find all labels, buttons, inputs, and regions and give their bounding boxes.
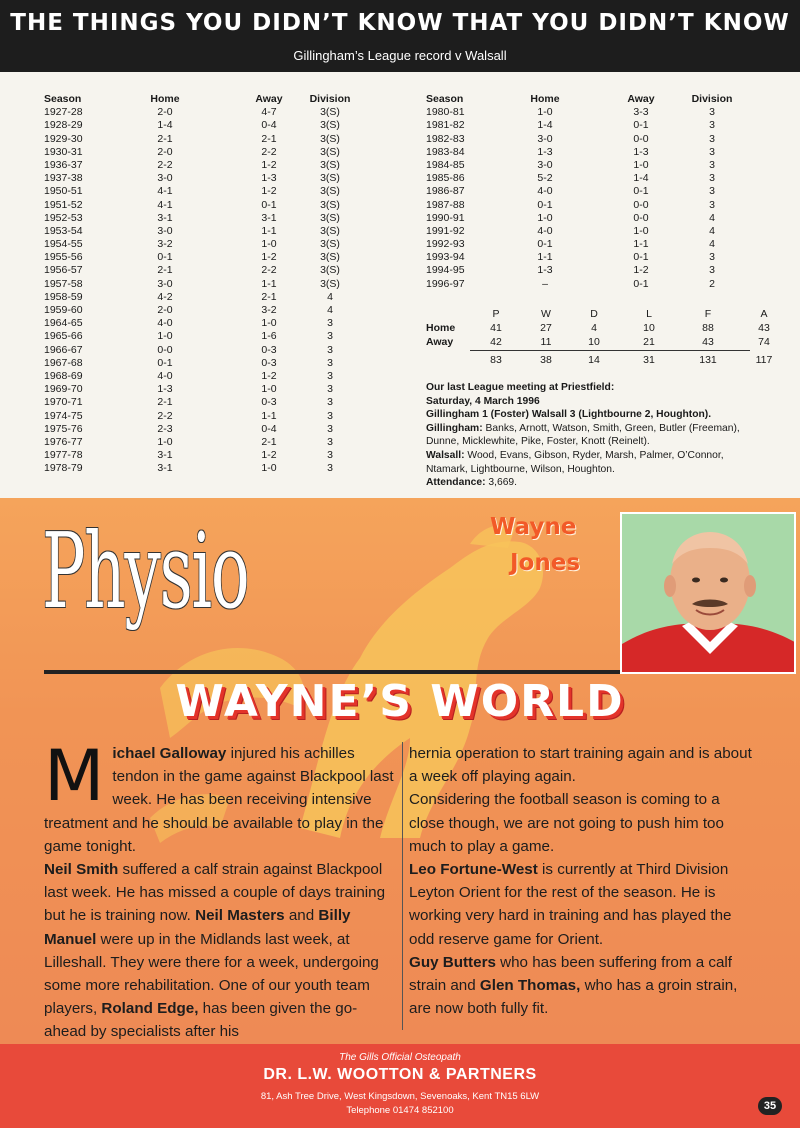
- cell-division: 3: [709, 264, 715, 277]
- cell-away: 2-2: [261, 264, 277, 277]
- cell-season: 1937-38: [44, 172, 83, 185]
- cell-season: 1985-86: [426, 172, 465, 185]
- summary-row: [426, 336, 770, 350]
- summary-header: F: [704, 308, 712, 320]
- summary-cell: 10: [588, 336, 600, 348]
- table-row: [44, 119, 384, 132]
- cell-away: 0-0: [633, 132, 649, 145]
- table-row: [426, 133, 766, 146]
- cell-away: 0-1: [633, 119, 649, 132]
- table-row: [44, 278, 384, 291]
- table-row: [44, 238, 384, 251]
- cell-division: 3: [709, 158, 715, 171]
- cell-away: 0-4: [261, 422, 277, 435]
- cell-division: 3(S): [320, 224, 340, 237]
- table-row: [426, 119, 766, 132]
- cell-home: 2-2: [157, 409, 173, 422]
- cell-division: 3: [327, 449, 333, 462]
- table-row: [44, 159, 384, 172]
- column-header-division: Division: [309, 93, 351, 105]
- cell-division: 3(S): [320, 238, 340, 251]
- cell-home: –: [542, 277, 548, 290]
- cell-division: 3(S): [320, 145, 340, 158]
- cell-away: 3-1: [261, 211, 277, 224]
- cell-division: 4: [709, 224, 715, 237]
- summary-cell: 10: [643, 322, 655, 334]
- table-row: [426, 278, 766, 291]
- table-row: [426, 199, 766, 212]
- record-summary-table: [426, 308, 773, 368]
- cell-home: 4-0: [537, 224, 553, 237]
- cell-season: 1966-67: [44, 343, 83, 356]
- cell-division: 3: [327, 369, 333, 382]
- walsall-lineup: Walsall: Wood, Evans, Gibson, Ryder, Marsh, Palmer, O’Connor, Ntamark, Lightbourne, Wilson, Houghton.: [426, 449, 724, 475]
- cell-home: 3-1: [157, 462, 173, 475]
- table-row: [426, 238, 766, 251]
- cell-division: 4: [327, 290, 333, 303]
- table-row: [44, 330, 384, 343]
- cell-season: 1959-60: [44, 304, 83, 316]
- attendance: Attendance: 3,669.: [426, 477, 518, 489]
- meeting-date: Saturday, 4 March 1996: [426, 395, 540, 407]
- cell-season: 1990-91: [426, 211, 465, 224]
- cell-season: 1992-93: [426, 238, 465, 251]
- summary-cell: 38: [540, 354, 552, 366]
- summary-cell: 74: [758, 336, 770, 348]
- sponsor-tagline: The Gills Official Osteopath: [339, 1052, 461, 1063]
- cell-division: 3: [709, 132, 715, 145]
- table-row: [44, 436, 384, 449]
- cell-home: 4-2: [157, 290, 173, 303]
- page-number: 35: [758, 1097, 782, 1115]
- table-row: [44, 172, 384, 185]
- cell-division: 3(S): [320, 158, 340, 171]
- cell-division: 3(S): [320, 185, 340, 198]
- table-row: [426, 212, 766, 225]
- cell-division: 3(S): [320, 264, 340, 277]
- summary-cell: 11: [540, 336, 552, 348]
- cell-division: 3(S): [320, 251, 340, 264]
- cell-away: 0-1: [633, 277, 649, 290]
- cell-home: 1-3: [157, 383, 173, 396]
- cell-division: 3(S): [320, 106, 340, 119]
- cell-division: 3: [327, 317, 333, 330]
- table-row: [44, 133, 384, 146]
- cell-home: 1-0: [157, 435, 173, 448]
- summary-header-row: [426, 308, 768, 322]
- cell-division: 3: [327, 330, 333, 343]
- cell-away: 0-4: [261, 119, 277, 132]
- cell-home: 3-1: [157, 449, 173, 462]
- cell-division: 3: [709, 185, 715, 198]
- cell-away: 1-6: [261, 330, 277, 343]
- cell-season: 1958-59: [44, 290, 83, 303]
- cell-home: 1-1: [537, 251, 553, 264]
- column-header-home: Home: [530, 93, 560, 105]
- table-row: [44, 344, 384, 357]
- cell-away: 1-0: [261, 317, 277, 330]
- cell-home: 1-0: [537, 211, 553, 224]
- cell-away: 1-0: [633, 158, 649, 171]
- cell-home: 2-0: [157, 106, 173, 119]
- gillingham-lineup: Gillingham: Banks, Arnott, Watson, Smith, Green, Butler (Freeman), Dunne, Micklewhite, Pike, Foster, Knott (Reinelt).: [426, 422, 740, 448]
- section-title-physio: Physio: [42, 510, 249, 632]
- article-column-left: Michael Galloway injured his achilles tendon in the game against Blackpool last week. He has been receiving intensive treatment and he should be available to play in the game tonight. Neil Smith suffered a calf strain against Blackpool last week. He has missed a couple of days training but he is training now. Neil Masters and Billy Manuel were up in the Midlands last week, at Lilleshall. They were there for a week, undergoing some more rehabilitation. One of our youth team players, Roland Edge, has been given the go-ahead by specialists after his: [44, 735, 394, 1041]
- summary-header: A: [760, 308, 768, 320]
- table-row: [44, 317, 384, 330]
- table-row: [44, 462, 384, 475]
- cell-home: 3-2: [157, 238, 173, 251]
- cell-away: 2-1: [261, 132, 277, 145]
- cell-season: 1991-92: [426, 224, 465, 237]
- cell-home: 3-0: [157, 277, 173, 290]
- cell-home: 0-1: [537, 198, 553, 211]
- cell-home: 1-0: [157, 330, 173, 343]
- cell-season: 1974-75: [44, 409, 83, 422]
- cell-away: 1-2: [261, 158, 277, 171]
- summary-total-rule: [470, 350, 750, 351]
- cell-home: 4-1: [157, 198, 173, 211]
- cell-season: 1930-31: [44, 145, 83, 158]
- table-row: [44, 251, 384, 264]
- column-header-season: Season: [426, 93, 464, 105]
- cell-home: 2-0: [157, 304, 173, 316]
- cell-division: 3(S): [320, 198, 340, 211]
- summary-row: [426, 354, 773, 368]
- cell-home: 4-0: [537, 185, 553, 198]
- table-header-row: [44, 93, 384, 106]
- summary-cell: 88: [702, 322, 714, 334]
- table-row: [44, 370, 384, 383]
- cell-home: 3-0: [537, 132, 553, 145]
- summary-cell: 14: [588, 354, 600, 366]
- cell-away: 1-4: [633, 172, 649, 185]
- table-row: [44, 199, 384, 212]
- table-row: [426, 251, 766, 264]
- cell-away: 1-1: [261, 409, 277, 422]
- cell-season: 1936-37: [44, 158, 83, 171]
- table-row: [44, 146, 384, 159]
- last-meeting-info: [426, 381, 756, 490]
- summary-header: P: [492, 308, 500, 320]
- article-headline: WAYNE’S WORLD: [175, 676, 625, 727]
- cell-division: 4: [709, 211, 715, 224]
- cell-away: 0-0: [633, 211, 649, 224]
- cell-season: 1964-65: [44, 317, 83, 330]
- cell-home: 2-1: [157, 264, 173, 277]
- cell-away: 3-2: [261, 304, 277, 316]
- summary-row-label: Away: [426, 336, 454, 348]
- summary-cell: 43: [758, 322, 770, 334]
- cell-away: 1-2: [261, 369, 277, 382]
- cell-away: 0-3: [261, 396, 277, 409]
- cell-division: 3: [709, 251, 715, 264]
- meeting-heading: Our last League meeting at Priestfield:: [426, 382, 615, 393]
- cell-division: 2: [709, 277, 715, 290]
- cell-home: 0-0: [157, 343, 173, 356]
- cell-division: 3(S): [320, 277, 340, 290]
- cell-season: 1955-56: [44, 251, 83, 264]
- cell-division: 3: [327, 422, 333, 435]
- summary-header: L: [646, 308, 652, 320]
- cell-away: 1-1: [261, 277, 277, 290]
- summary-header: W: [541, 308, 551, 320]
- cell-division: 3: [327, 383, 333, 396]
- cell-division: 3: [709, 145, 715, 158]
- sponsor-footer: [0, 1044, 800, 1128]
- cell-away: 0-0: [633, 198, 649, 211]
- table-row: [426, 106, 766, 119]
- cell-home: 2-0: [157, 145, 173, 158]
- physio-portrait: [620, 512, 796, 674]
- cell-division: 3: [709, 106, 715, 119]
- cell-away: 1-1: [633, 238, 649, 251]
- cell-away: 0-3: [261, 356, 277, 369]
- cell-home: 0-1: [537, 238, 553, 251]
- cell-season: 1984-85: [426, 158, 465, 171]
- table-row: [44, 357, 384, 370]
- cell-away: 0-1: [633, 185, 649, 198]
- cell-home: 0-1: [157, 356, 173, 369]
- cell-division: 3: [327, 435, 333, 448]
- cell-away: 3-3: [633, 106, 649, 119]
- cell-home: 1-4: [537, 119, 553, 132]
- column-header-season: Season: [44, 93, 82, 105]
- cell-away: 0-3: [261, 343, 277, 356]
- summary-cell: 21: [643, 336, 655, 348]
- cell-home: 4-0: [157, 317, 173, 330]
- table-row: [44, 423, 384, 436]
- cell-division: 3: [327, 462, 333, 475]
- cell-season: 1954-55: [44, 238, 83, 251]
- cell-division: 3: [327, 343, 333, 356]
- cell-season: 1968-69: [44, 369, 83, 382]
- cell-season: 1970-71: [44, 396, 83, 409]
- cell-home: 1-3: [537, 264, 553, 277]
- cell-away: 1-0: [261, 238, 277, 251]
- cell-home: 1-3: [537, 145, 553, 158]
- table-row: [44, 225, 384, 238]
- cell-away: 2-1: [261, 435, 277, 448]
- cell-season: 1951-52: [44, 198, 83, 211]
- cell-season: 1987-88: [426, 198, 465, 211]
- cell-home: 2-1: [157, 396, 173, 409]
- cell-away: 1-2: [261, 251, 277, 264]
- cell-season: 1993-94: [426, 251, 465, 264]
- summary-row: [426, 322, 770, 336]
- cell-season: 1952-53: [44, 211, 83, 224]
- cell-away: 1-1: [261, 224, 277, 237]
- cell-division: 3: [709, 172, 715, 185]
- cell-division: 4: [709, 238, 715, 251]
- cell-season: 1950-51: [44, 185, 83, 198]
- cell-season: 1983-84: [426, 145, 465, 158]
- cell-away: 1-0: [261, 462, 277, 475]
- summary-cell: 31: [643, 354, 655, 366]
- table-row: [426, 172, 766, 185]
- cell-season: 1994-95: [426, 264, 465, 277]
- cell-division: 4: [327, 304, 333, 316]
- page-title: THE THINGS YOU DIDN’T KNOW THAT YOU DIDN’T KNOW: [10, 10, 790, 36]
- cell-home: 2-3: [157, 422, 173, 435]
- cell-away: 1-3: [633, 145, 649, 158]
- cell-home: 2-1: [157, 132, 173, 145]
- page-header: [0, 0, 800, 72]
- cell-away: 1-2: [261, 185, 277, 198]
- physio-first-name: Wayne: [490, 514, 577, 540]
- meeting-result: Gillingham 1 (Foster) Walsall 3 (Lightbourne 2, Houghton).: [426, 409, 712, 421]
- table-row: [44, 106, 384, 119]
- column-header-away: Away: [627, 93, 655, 105]
- table-row: [44, 264, 384, 277]
- sponsor-telephone: Telephone 01474 852100: [346, 1105, 454, 1116]
- summary-cell: 131: [699, 354, 717, 366]
- sponsor-address: 81, Ash Tree Drive, West Kingsdown, Sevenoaks, Kent TN15 6LW: [260, 1091, 540, 1102]
- table-row: [426, 146, 766, 159]
- column-header-home: Home: [150, 93, 180, 105]
- cell-away: 1-2: [261, 449, 277, 462]
- table-row: [44, 410, 384, 423]
- table-row: [426, 185, 766, 198]
- summary-cell: 83: [490, 354, 502, 366]
- cell-home: 3-0: [157, 224, 173, 237]
- column-header-away: Away: [255, 93, 283, 105]
- summary-cell: 43: [702, 336, 714, 348]
- cell-away: 2-1: [261, 290, 277, 303]
- summary-row-label: Home: [426, 322, 456, 334]
- cell-division: 3(S): [320, 172, 340, 185]
- cell-season: 1929-30: [44, 132, 83, 145]
- cell-season: 1982-83: [426, 132, 465, 145]
- cell-division: 3: [709, 119, 715, 132]
- table-row: [44, 383, 384, 396]
- cell-season: 1957-58: [44, 277, 83, 290]
- table-row: [44, 291, 384, 304]
- page-subtitle: Gillingham’s League record v Walsall: [293, 48, 507, 63]
- cell-home: 4-1: [157, 185, 173, 198]
- table-row: [44, 212, 384, 225]
- cell-away: 0-1: [633, 251, 649, 264]
- table-row: [44, 304, 384, 317]
- table-row: [426, 225, 766, 238]
- summary-header: D: [590, 308, 598, 320]
- cell-season: 1927-28: [44, 106, 83, 119]
- column-divider: [402, 742, 403, 1030]
- cell-away: 1-0: [633, 224, 649, 237]
- summary-cell: 4: [591, 322, 597, 334]
- cell-division: 3(S): [320, 132, 340, 145]
- cell-season: 1986-87: [426, 185, 465, 198]
- physio-last-name: Jones: [510, 550, 581, 576]
- column-header-division: Division: [691, 93, 733, 105]
- cell-season: 1969-70: [44, 383, 83, 396]
- cell-away: 1-3: [261, 172, 277, 185]
- cell-season: 1980-81: [426, 106, 465, 119]
- physio-panel: [0, 498, 800, 1044]
- cell-home: 0-1: [157, 251, 173, 264]
- cell-division: 3: [327, 409, 333, 422]
- cell-home: 5-2: [537, 172, 553, 185]
- cell-season: 1965-66: [44, 330, 83, 343]
- table-row: [44, 185, 384, 198]
- cell-division: 3: [327, 396, 333, 409]
- cell-home: 1-4: [157, 119, 173, 132]
- cell-season: 1978-79: [44, 462, 83, 475]
- cell-season: 1967-68: [44, 356, 83, 369]
- cell-home: 3-0: [537, 158, 553, 171]
- summary-cell: 117: [755, 354, 773, 366]
- cell-away: 4-7: [261, 106, 277, 119]
- cell-season: 1928-29: [44, 119, 83, 132]
- cell-division: 3(S): [320, 211, 340, 224]
- cell-division: 3(S): [320, 119, 340, 132]
- cell-home: 3-0: [157, 172, 173, 185]
- cell-season: 1981-82: [426, 119, 465, 132]
- section-divider: [44, 670, 620, 674]
- cell-division: 3: [327, 356, 333, 369]
- cell-season: 1977-78: [44, 449, 83, 462]
- cell-away: 2-2: [261, 145, 277, 158]
- summary-cell: 41: [490, 322, 502, 334]
- table-row: [44, 396, 384, 409]
- cell-home: 2-2: [157, 158, 173, 171]
- summary-cell: 27: [540, 322, 552, 334]
- cell-season: 1976-77: [44, 435, 83, 448]
- league-record-table-right: [426, 93, 766, 291]
- cell-away: 0-1: [261, 198, 277, 211]
- cell-away: 1-0: [261, 383, 277, 396]
- cell-home: 3-1: [157, 211, 173, 224]
- cell-season: 1975-76: [44, 422, 83, 435]
- cell-away: 1-2: [633, 264, 649, 277]
- dropcap: M: [44, 735, 105, 817]
- table-row: [426, 264, 766, 277]
- cell-home: 1-0: [537, 106, 553, 119]
- cell-division: 3: [709, 198, 715, 211]
- cell-home: 4-0: [157, 369, 173, 382]
- sponsor-name: DR. L.W. WOOTTON & PARTNERS: [263, 1066, 537, 1083]
- article-column-right: hernia operation to start training again and is about a week off playing again. Considering the football season is coming to a close though, we are not going to push him too much to play a game. Leo Fortune-West is currently at Third Division Leyton Orient for the rest of the season. He is working very hard in training and has played the odd reserve game for Orient. Guy Butters who has been suffering from a calf strain and Glen Thomas, who has a groin strain, are now both fully fit.: [409, 745, 752, 1018]
- cell-season: 1953-54: [44, 224, 83, 237]
- cell-season: 1956-57: [44, 264, 83, 277]
- table-header-row: [426, 93, 766, 106]
- cell-season: 1996-97: [426, 277, 465, 290]
- table-row: [44, 449, 384, 462]
- summary-cell: 42: [490, 336, 502, 348]
- league-record-table-left: [44, 93, 384, 475]
- table-row: [426, 159, 766, 172]
